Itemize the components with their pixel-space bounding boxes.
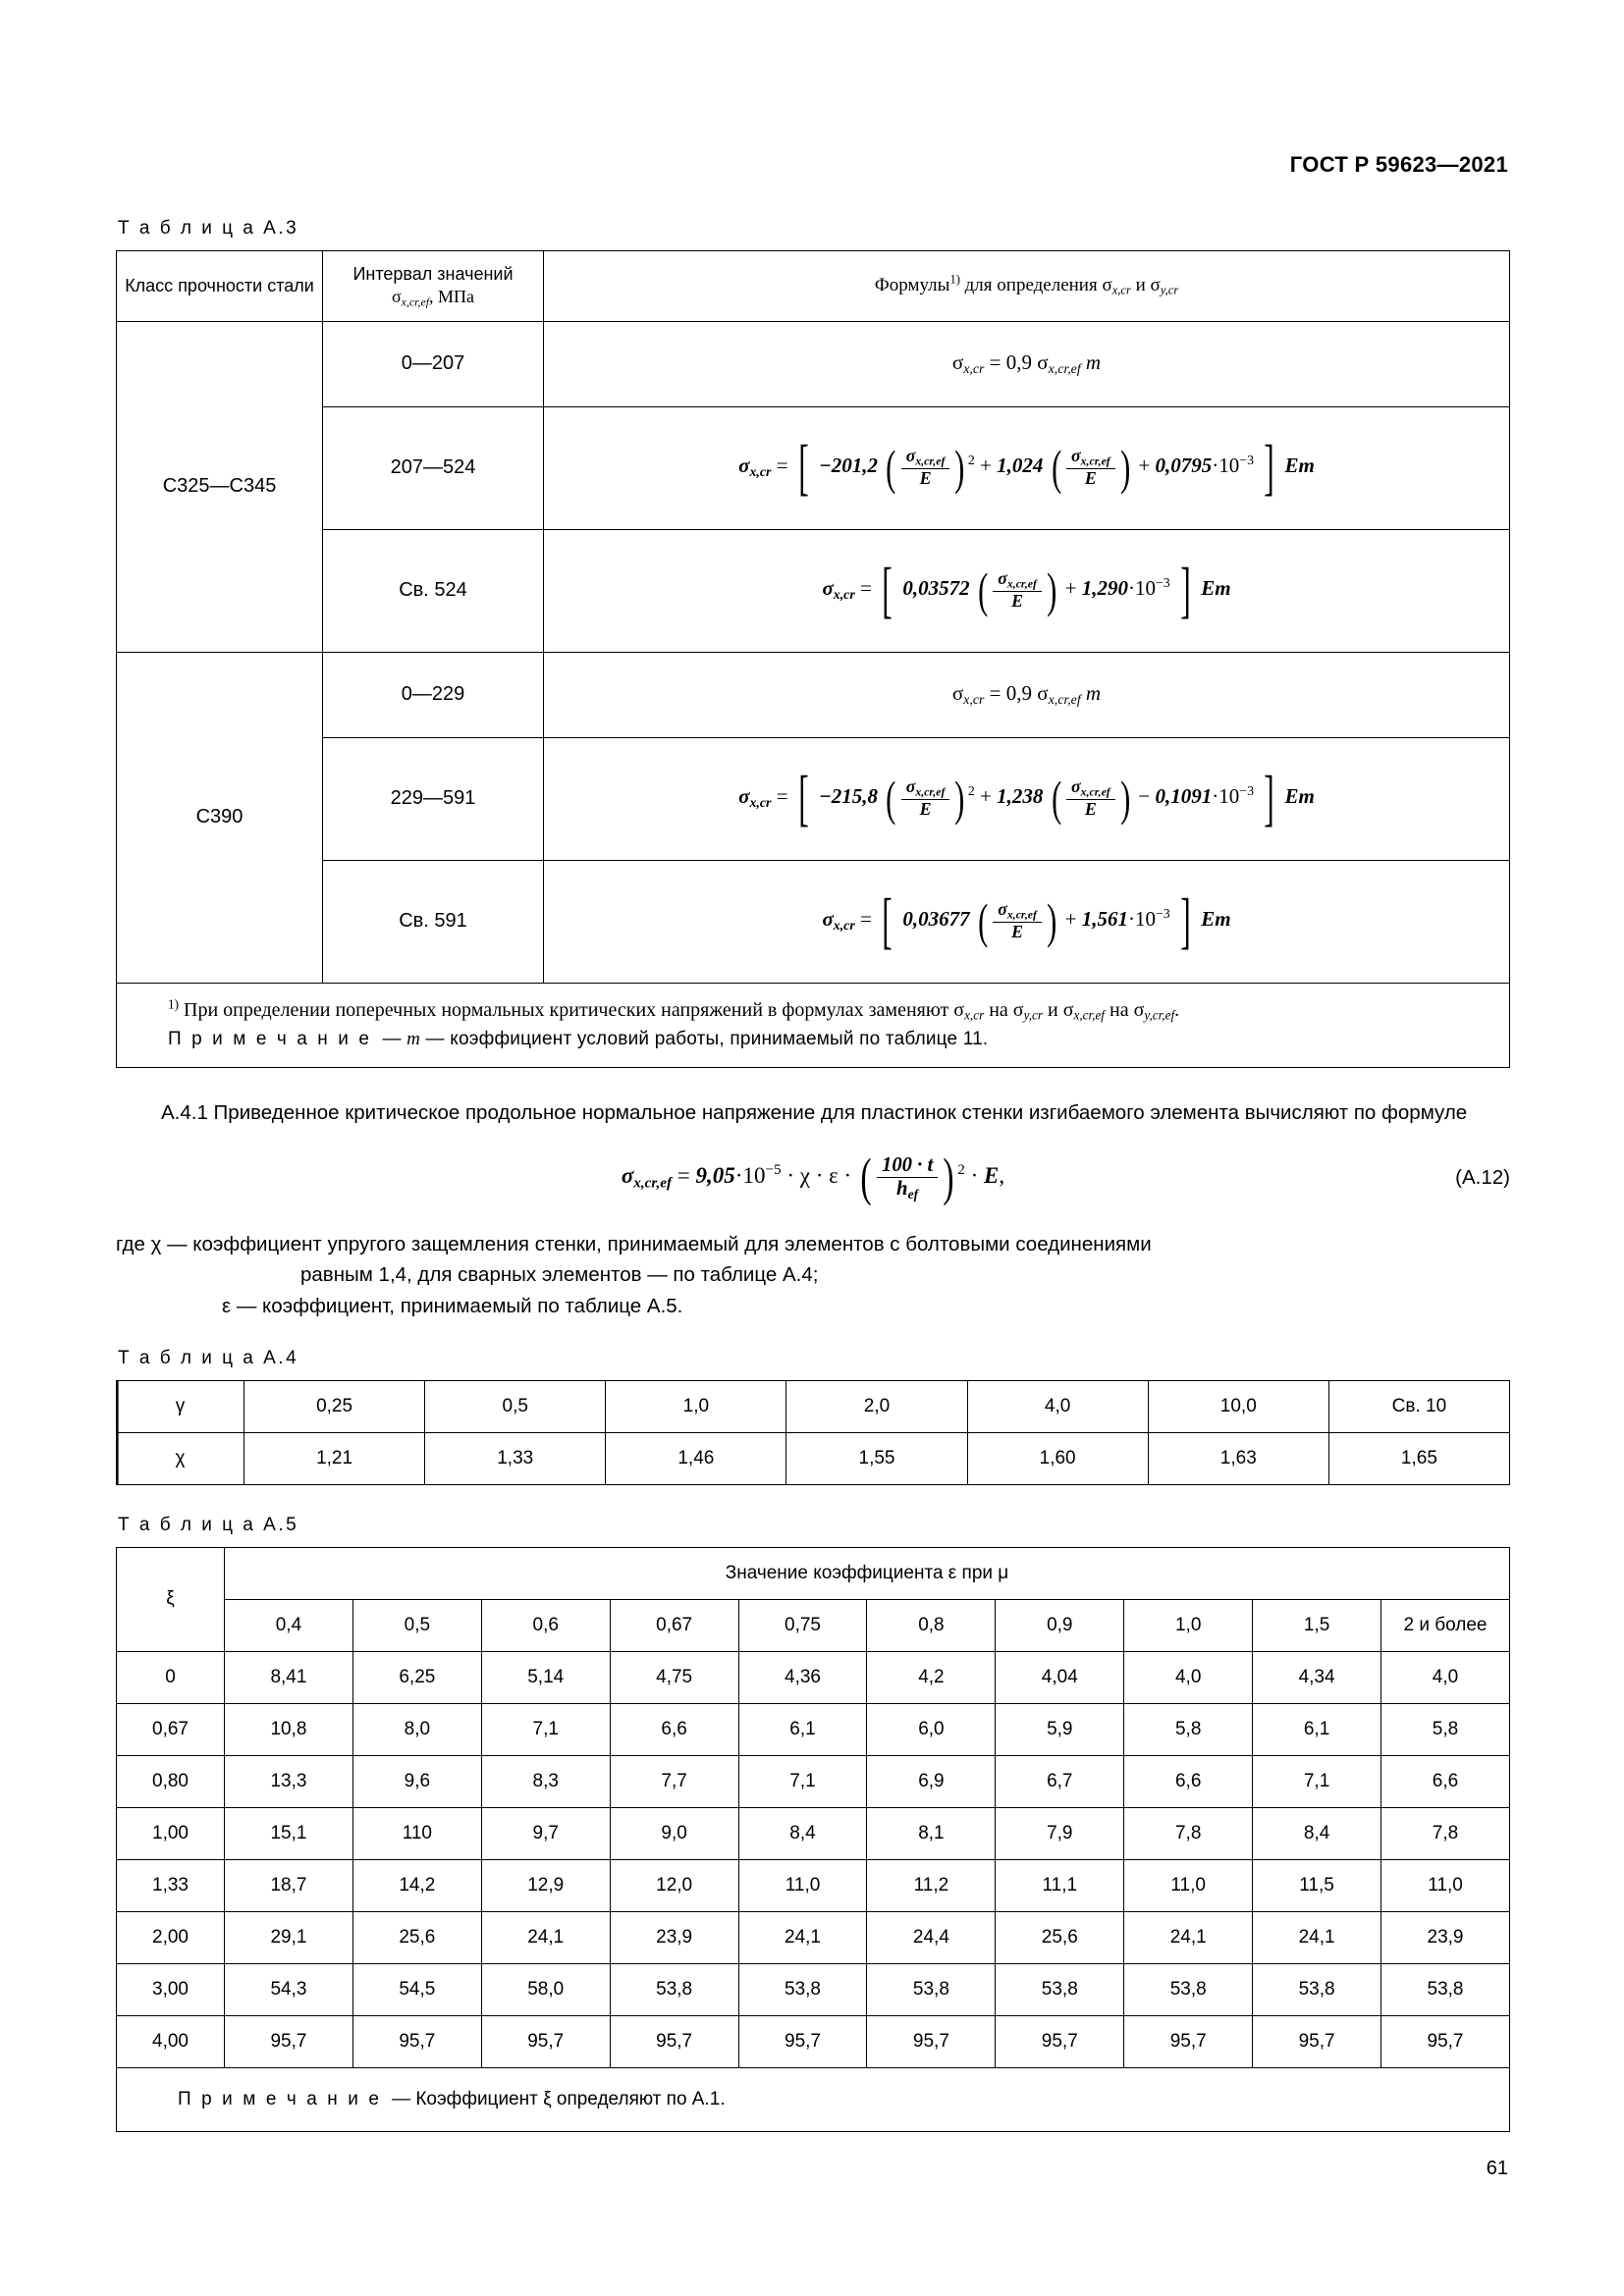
table-a5-cell: 95,7 xyxy=(481,2015,610,2067)
table-a5-cell: 11,2 xyxy=(867,1859,996,1911)
table-a5-cell: 5,9 xyxy=(996,1703,1124,1755)
table-a5-cell: 95,7 xyxy=(610,2015,738,2067)
table-a5-mu-8: 1,5 xyxy=(1253,1599,1381,1651)
table-a4-label-gamma: γ xyxy=(117,1380,244,1432)
table-a3-interval-1-2: 207—524 xyxy=(323,406,544,529)
table-a5-cell: 7,1 xyxy=(1253,1755,1381,1807)
table-a5-cell: 24,1 xyxy=(481,1911,610,1963)
table-a5-cell: 5,8 xyxy=(1124,1703,1253,1755)
table-a5-cell: 95,7 xyxy=(1253,2015,1381,2067)
table-a5-xi-3: 1,00 xyxy=(117,1807,225,1859)
table-a5-cell: 6,6 xyxy=(1124,1755,1253,1807)
table-a5-mu-1: 0,5 xyxy=(352,1599,481,1651)
table-a4-gamma-6: Св. 10 xyxy=(1328,1380,1509,1432)
table-a5-cell: 54,5 xyxy=(352,1963,481,2015)
table-a4 xyxy=(116,1380,1510,1485)
table-a3-header-class: Класс прочности стали xyxy=(117,251,323,322)
table-a5-mu-4: 0,75 xyxy=(738,1599,867,1651)
table-a5 xyxy=(116,1547,1510,2132)
where-line-1: где χ — коэффициент упругого защемления стенки, принимаемый для элементов с болтовыми соединениями xyxy=(116,1232,1152,1255)
table-a3-formula-1-2: $\sigma_{x,cr}$ = [ −201,2 ( $\frac{\sigma_{x,cr,ef}}{E}$ ) $^2$ + 1,024 ( $\frac{\sigma_{x,cr,ef}}{E}$ ) + $0,0795\cdot 10^{-3}$ ] Em xyxy=(544,406,1510,529)
table-a3-footnote: $^{1)}$ При определении поперечных нормальных критических напряжений в формулах заменяют $\sigma_{x,cr}$ на $\sigma_{y,cr}$ и $\sigma_{x,cr,ef}$ на $\sigma_{y,cr,ef}$. xyxy=(168,996,1180,1023)
table-a5-cell: 4,34 xyxy=(1253,1651,1381,1703)
table-a3-interval-1-3: Св. 524 xyxy=(323,529,544,652)
table-row xyxy=(117,406,1510,529)
table-row xyxy=(117,1807,1510,1859)
table-a5-xi-0: 0 xyxy=(117,1651,225,1703)
table-a3-formula-2-3: $\sigma_{x,cr}$ = [ 0,03677 ( $\frac{\sigma_{x,cr,ef}}{E}$ ) + $1,561\cdot 10^{-3}$ ] Em xyxy=(544,860,1510,983)
table-a3-formula-2-1: $\sigma_{x,cr} = 0,9$ $\sigma_{x,cr,ef}$ m xyxy=(544,652,1510,737)
table-a5-cell: 9,7 xyxy=(481,1807,610,1859)
table-row xyxy=(117,652,1510,737)
table-a5-cell: 8,3 xyxy=(481,1755,610,1807)
table-a5-cell: 7,7 xyxy=(610,1755,738,1807)
table-a5-cell: 58,0 xyxy=(481,1963,610,2015)
table-a5-cell: 6,6 xyxy=(610,1703,738,1755)
table-a4-chi-6: 1,65 xyxy=(1328,1432,1509,1484)
table-a5-cell: 12,9 xyxy=(481,1859,610,1911)
table-a5-cell: 53,8 xyxy=(1253,1963,1381,2015)
table-row xyxy=(117,251,1510,322)
table-row xyxy=(117,1755,1510,1807)
table-a3-notes-row xyxy=(117,983,1510,1068)
formula-a12-number: (А.12) xyxy=(1455,1165,1510,1189)
table-a4-gamma-3: 2,0 xyxy=(786,1380,967,1432)
table-a4-gamma-0: 0,25 xyxy=(244,1380,425,1432)
table-a5-cell: 8,1 xyxy=(867,1807,996,1859)
table-a5-cell: 6,25 xyxy=(352,1651,481,1703)
table-a5-cell: 9,0 xyxy=(610,1807,738,1859)
table-a5-note-row xyxy=(117,2067,1510,2131)
table-a5-cell: 7,8 xyxy=(1381,1807,1510,1859)
table-a3-interval-2-1: 0—229 xyxy=(323,652,544,737)
table-row xyxy=(117,321,1510,406)
table-a3-formula-1-3: $\sigma_{x,cr}$ = [ 0,03572 ( $\frac{\sigma_{x,cr,ef}}{E}$ ) + $1,290\cdot 10^{-3}$ ] Em xyxy=(544,529,1510,652)
table-a5-mu-6: 0,9 xyxy=(996,1599,1124,1651)
table-a5-cell: 53,8 xyxy=(996,1963,1124,2015)
table-a3-class-1: С325—С345 xyxy=(117,321,323,652)
table-a5-cell: 11,0 xyxy=(1124,1859,1253,1911)
table-row xyxy=(117,737,1510,860)
table-a5-cell: 6,6 xyxy=(1381,1755,1510,1807)
table-a5-cell: 54,3 xyxy=(225,1963,353,2015)
formula-a12: $\sigma_{x,cr,ef} = 9,05\cdot 10^{-5} \cdot \chi \cdot \varepsilon$ · ( $\frac{100 \cdot t}{h_{ef}}$ ) $^2$ · E, xyxy=(621,1148,1005,1207)
table-row xyxy=(117,1963,1510,2015)
table-a5-xi-6: 3,00 xyxy=(117,1963,225,2015)
table-a5-cell: 5,14 xyxy=(481,1651,610,1703)
table-a4-chi-2: 1,46 xyxy=(606,1432,786,1484)
section-a41-text: А.4.1 Приведенное критическое продольное нормальное напряжение для пластинок стенки изгибаемого элемента вычисляют по формуле xyxy=(161,1101,1468,1125)
table-a5-cell: 53,8 xyxy=(1381,1963,1510,2015)
table-row xyxy=(117,1911,1510,1963)
table-a5-cell: 11,0 xyxy=(738,1859,867,1911)
where-block xyxy=(116,1229,1510,1322)
table-a3-formula-2-2: $\sigma_{x,cr}$ = [ −215,8 ( $\frac{\sigma_{x,cr,ef}}{E}$ ) $^2$ + 1,238 ( $\frac{\sigma_{x,cr,ef}}{E}$ ) − $0,1091\cdot 10^{-3}$ ] Em xyxy=(544,737,1510,860)
table-a5-mu-2: 0,6 xyxy=(481,1599,610,1651)
table-a5-cell: 8,41 xyxy=(225,1651,353,1703)
table-a5-cell: 6,7 xyxy=(996,1755,1124,1807)
table-a5-xi-5: 2,00 xyxy=(117,1911,225,1963)
table-a4-chi-5: 1,63 xyxy=(1148,1432,1328,1484)
table-a3-header-formulas: Формулы$^{1)}$ для определения $\sigma_{x,cr}$ и $\sigma_{y,cr}$ xyxy=(544,251,1510,322)
table-a5-cell: 18,7 xyxy=(225,1859,353,1911)
table-a5-cell: 95,7 xyxy=(225,2015,353,2067)
table-a5-cell: 24,1 xyxy=(738,1911,867,1963)
table-a5-cell: 7,8 xyxy=(1124,1807,1253,1859)
table-a5-cell: 53,8 xyxy=(738,1963,867,2015)
table-a5-cell: 8,0 xyxy=(352,1703,481,1755)
standard-header: ГОСТ Р 59623—2021 xyxy=(1289,152,1508,177)
table-a5-cell: 95,7 xyxy=(1381,2015,1510,2067)
table-a4-gamma-5: 10,0 xyxy=(1148,1380,1328,1432)
table-a3-header-interval-line1: Интервал значений xyxy=(352,264,514,284)
table-row xyxy=(117,860,1510,983)
table-a3-note: П р и м е ч а н и е — m — коэффициент условий работы, принимаемый по таблице 11. xyxy=(168,1028,989,1049)
table-a4-gamma-1: 0,5 xyxy=(425,1380,606,1432)
table-a5-cell: 4,0 xyxy=(1124,1651,1253,1703)
table-a5-cell: 14,2 xyxy=(352,1859,481,1911)
table-a5-cell: 95,7 xyxy=(867,2015,996,2067)
table-a5-cell: 7,1 xyxy=(481,1703,610,1755)
table-a5-cell: 24,4 xyxy=(867,1911,996,1963)
table-a4-gamma-2: 1,0 xyxy=(606,1380,786,1432)
table-a5-cell: 8,4 xyxy=(738,1807,867,1859)
table-a5-cell: 4,04 xyxy=(996,1651,1124,1703)
table-a5-cell: 4,36 xyxy=(738,1651,867,1703)
table-a5-mu-5: 0,8 xyxy=(867,1599,996,1651)
table-a5-cell: 23,9 xyxy=(1381,1911,1510,1963)
table-a5-cell: 6,1 xyxy=(738,1703,867,1755)
table-a5-cell: 110 xyxy=(352,1807,481,1859)
table-row xyxy=(117,1599,1510,1651)
table-row xyxy=(117,1859,1510,1911)
table-a3-formula-1-1: $\sigma_{x,cr} = 0,9$ $\sigma_{x,cr,ef}$ m xyxy=(544,321,1510,406)
table-a5-cell: 6,1 xyxy=(1253,1703,1381,1755)
table-a5-xi-2: 0,80 xyxy=(117,1755,225,1807)
table-a4-chi-0: 1,21 xyxy=(244,1432,425,1484)
table-a5-cell: 25,6 xyxy=(352,1911,481,1963)
table-a5-xi-4: 1,33 xyxy=(117,1859,225,1911)
table-a4-gamma-4: 4,0 xyxy=(967,1380,1148,1432)
table-a4-label-chi: χ xyxy=(117,1432,244,1484)
table-a5-cell: 11,5 xyxy=(1253,1859,1381,1911)
table-a5-mu-7: 1,0 xyxy=(1124,1599,1253,1651)
table-a3-class-2: С390 xyxy=(117,652,323,983)
table-row xyxy=(117,1432,1510,1484)
table-row xyxy=(117,1547,1510,1599)
table-a3-interval-1-1: 0—207 xyxy=(323,321,544,406)
table-a5-cell: 4,0 xyxy=(1381,1651,1510,1703)
table-a5-cell: 23,9 xyxy=(610,1911,738,1963)
table-a5-cell: 24,1 xyxy=(1253,1911,1381,1963)
table-a5-cell: 4,2 xyxy=(867,1651,996,1703)
table-a5-cell: 24,1 xyxy=(1124,1911,1253,1963)
table-a5-cell: 95,7 xyxy=(996,2015,1124,2067)
where-line-3: ε — коэффициент, принимаемый по таблице А.5. xyxy=(222,1295,683,1318)
formula-a12-block xyxy=(116,1148,1510,1207)
table-a5-span-header: Значение коэффициента ε при μ xyxy=(225,1547,1510,1599)
table-a5-mu-3: 0,67 xyxy=(610,1599,738,1651)
table-a5-cell: 6,0 xyxy=(867,1703,996,1755)
table-a5-cell: 10,8 xyxy=(225,1703,353,1755)
table-a5-cell: 7,9 xyxy=(996,1807,1124,1859)
table-a5-xi-7: 4,00 xyxy=(117,2015,225,2067)
table-a5-cell: 7,1 xyxy=(738,1755,867,1807)
table-a5-cell: 11,1 xyxy=(996,1859,1124,1911)
table-row xyxy=(117,1651,1510,1703)
table-a5-cell: 25,6 xyxy=(996,1911,1124,1963)
table-a5-corner-label: ξ xyxy=(117,1547,225,1651)
table-a4-caption: Т а б л и ц а А.4 xyxy=(118,1347,299,1368)
where-line-2: равным 1,4, для сварных элементов — по таблице А.4; xyxy=(300,1263,819,1287)
table-a5-cell: 9,6 xyxy=(352,1755,481,1807)
table-a4-chi-4: 1,60 xyxy=(967,1432,1148,1484)
table-a4-chi-3: 1,55 xyxy=(786,1432,967,1484)
table-a3-header-interval-line2: $\sigma_{x,cr,ef}$, МПа xyxy=(391,286,475,308)
table-a5-cell: 53,8 xyxy=(1124,1963,1253,2015)
table-a5-cell: 15,1 xyxy=(225,1807,353,1859)
table-row xyxy=(117,1380,1510,1432)
table-row xyxy=(117,2015,1510,2067)
table-a5-cell: 4,75 xyxy=(610,1651,738,1703)
table-a3 xyxy=(116,250,1510,1068)
table-a5-cell: 95,7 xyxy=(352,2015,481,2067)
table-a3-interval-2-3: Св. 591 xyxy=(323,860,544,983)
table-a5-cell: 6,9 xyxy=(867,1755,996,1807)
table-a3-notes xyxy=(117,983,1510,1068)
table-a3-interval-2-2: 229—591 xyxy=(323,737,544,860)
table-a4-chi-1: 1,33 xyxy=(425,1432,606,1484)
table-a5-cell: 8,4 xyxy=(1253,1807,1381,1859)
table-a5-mu-9: 2 и более xyxy=(1381,1599,1510,1651)
table-a5-cell: 29,1 xyxy=(225,1911,353,1963)
table-a5-cell: 11,0 xyxy=(1381,1859,1510,1911)
table-a5-xi-1: 0,67 xyxy=(117,1703,225,1755)
table-a5-cell: 53,8 xyxy=(610,1963,738,2015)
page-number: 61 xyxy=(1486,2158,1508,2179)
table-a5-cell: 12,0 xyxy=(610,1859,738,1911)
table-a5-mu-0: 0,4 xyxy=(225,1599,353,1651)
table-a5-cell: 95,7 xyxy=(1124,2015,1253,2067)
table-a3-caption: Т а б л и ц а А.3 xyxy=(118,218,299,239)
table-row xyxy=(117,529,1510,652)
table-a5-cell: 53,8 xyxy=(867,1963,996,2015)
table-a5-cell: 5,8 xyxy=(1381,1703,1510,1755)
table-row xyxy=(117,1703,1510,1755)
page-content xyxy=(116,218,1510,2132)
table-a5-cell: 95,7 xyxy=(738,2015,867,2067)
table-a5-cell: 13,3 xyxy=(225,1755,353,1807)
table-a3-header-interval xyxy=(323,251,544,322)
table-a5-caption: Т а б л и ц а А.5 xyxy=(118,1514,299,1535)
table-a5-note: П р и м е ч а н и е — Коэффициент ξ определяют по А.1. xyxy=(117,2067,1510,2131)
